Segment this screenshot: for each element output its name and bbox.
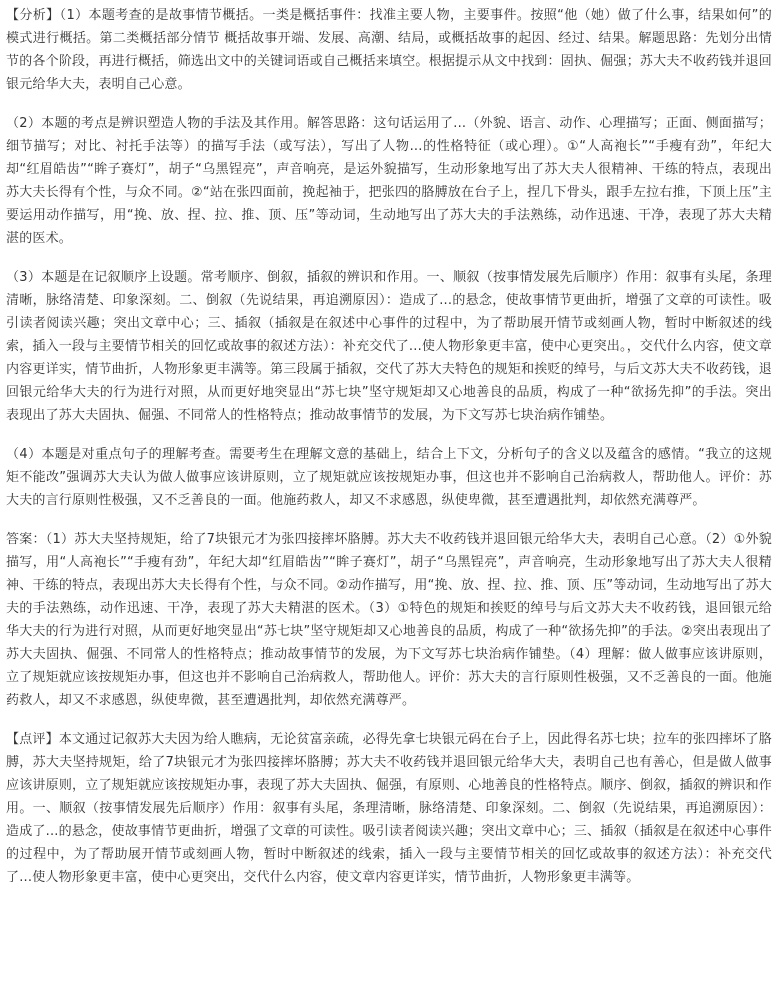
analysis-paragraph-2: （2）本题的考点是辨识塑造人物的手法及其作用。解答思路：这句话运用了...（外貌、语言、动作、心理描写；正面、侧面描写；细节描写；对比、衬托手法等）的描写手法（或写法），写出了人物...的性格特征（或心理）。①“人高袍长”“手瘦有劲”，年纪大却“红眉皓齿”“眸子赛灯”，胡子“乌黑锃亮”，声音响亮，是运外貌描写，生动形象地写出了苏大夫人很精神、干练的特点，表现出苏大夫长得有个性，与众不同。②“站在张四面前，挽起袖于，把张四的胳膊放在台子上，捏几下骨头，跟手左拉右推，下顶上压”主要运用动作描写，用“挽、放、捏、拉、推、顶、压”等动词，生动地写出了苏大夫的手法熟练，动作迅速、干净，表现了苏大夫精湛的医术。 [6,116,772,246]
analysis-paragraph-1 [6,4,772,96]
analysis-label: 【分析】 [6,8,60,23]
analysis-part-1-text: （1）本题考查的是故事情节概括。一类是概括事件：找准主要人物，主要事件。按照“他（她）做了什么事，结果如何”的模式进行概括。第二类概括部分情节 概括故事开端、发展、高潮、结局，或概括故事的起因、经过、结果。解题思路：先划分出情节的各个阶段，再进行概括，筛选出文中的关键词语或自己概括来填空。根据提示从文中找到：固执、倔强；苏大夫不收药钱并退回银元给华大夫，表明自己心意。 [6,8,772,92]
comment-paragraph [6,728,772,889]
answer-paragraph: 答案：（1）苏大夫坚持规矩，给了7块银元才为张四接摔坏胳膊。苏大夫不收药钱并退回银元给华大夫，表明自己心意。（2）①外貌描写，用“人高袍长”“手瘦有劲”，年纪大却“红眉皓齿”“眸子赛灯”，胡子“乌黑锃亮”，声音响亮，生动形象地写出了苏大夫人很精神、干练的特点，表现出苏大夫长得有个性，与众不同。②动作描写，用“挽、放、捏、拉、推、顶、压”等动词，生动地写出了苏大夫的手法熟练，动作迅速、干净，表现了苏大夫精湛的医术。（3）①特色的规矩和挨贬的绰号与后文苏大夫不收药钱，退回银元给华大夫的行为进行对照，从而更好地突显出“苏七块”坚守规矩却又心地善良的品质，构成了一种“欲扬先抑”的手法。②突出表现出了苏大夫固执、倔强、不同常人的性格特点；推动故事情节的发展，为下文写苏七块治病作铺垫。（4）理解：做人做事应该讲原则，立了规矩就应该按规矩办事，但这也并不影响自己治病救人，帮助他人。评价：苏大夫的言行原则性极强，又不乏善良的一面。他施药救人，却又不求感恩，纵使卑微，甚至遭遇批判，却依然充满尊严。 [6,532,772,708]
comment-text: 本文通过记叙苏大夫因为给人瞧病，无论贫富亲疏，必得先拿七块银元码在台子上，因此得名苏七块；拉车的张四摔坏了胳膊，苏大夫坚持规矩，给了7块银元才为张四接摔坏胳膊；苏大夫不收药钱并退回银元给华大夫，表明自己也有善心，但是做人做事应该讲原则，立了规矩就应该按规矩办事，表现了苏大夫固执、倔强，有原则、心地善良的性格特点。顺序、倒叙，插叙的辨识和作用。一、顺叙（按事情发展先后顺序）作用：叙事有头尾，条理清晰，脉络清楚、印象深刻。二、倒叙（先说结果，再追溯原因）：造成了...的悬念，使故事情节更曲折，增强了文章的可读性。吸引读者阅读兴趣；突出文章中心；三、插叙（插叙是在叙述中心事件的过程中，为了帮助展开情节或刻画人物，暂时中断叙述的线索，插入一段与主要情节相关的回忆或故事的叙述方法）：补充交代了...使人物形象更丰富，使中心更突出，交代什么内容，使文章内容更详实，情节曲折，人物形象更丰满等。 [6,732,772,885]
analysis-paragraph-4: （4）本题是对重点句子的理解考查。需要考生在理解文意的基础上，结合上下文，分析句子的含义以及蕴含的感情。“我立的这规矩不能改”强调苏大夫认为做人做事应该讲原则，立了规矩就应该按规矩办事，但这也并不影响自己治病救人，帮助他人。评价：苏大夫的言行原则性极强，又不乏善良的一面。他施药救人，却又不求感恩，纵使卑微，甚至遭遇批判，却依然充满尊严。 [6,447,772,508]
comment-label: 【点评】 [6,732,59,747]
analysis-paragraph-3: （3）本题是在记叙顺序上设题。常考顺序、倒叙，插叙的辨识和作用。一、顺叙（按事情发展先后顺序）作用：叙事有头尾，条理清晰，脉络清楚、印象深刻。二、倒叙（先说结果，再追溯原因）：造成了...的悬念，使故事情节更曲折，增强了文章的可读性。吸引读者阅读兴趣；突出文章中心；三、插叙（插叙是在叙述中心事件的过程中，为了帮助展开情节或刻画人物，暂时中断叙述的线索，插入一段与主要情节相关的回忆或故事的叙述方法）：补充交代了...使人物形象更丰富，使中心更突出。，交代什么内容，使文章内容更详实，情节曲折，人物形象更丰满等。第三段属于插叙，交代了苏大夫特色的规矩和挨贬的绰号，与后文苏大夫不收药钱，退回银元给华大夫的行为进行对照，从而更好地突显出“苏七块”坚守规矩却又心地善良的品质，构成了一种“欲扬先抑”的手法。突出表现出了苏大夫固执、倔强、不同常人的性格特点；推动故事情节的发展，为下文写苏七块治病作铺垫。 [6,270,772,423]
